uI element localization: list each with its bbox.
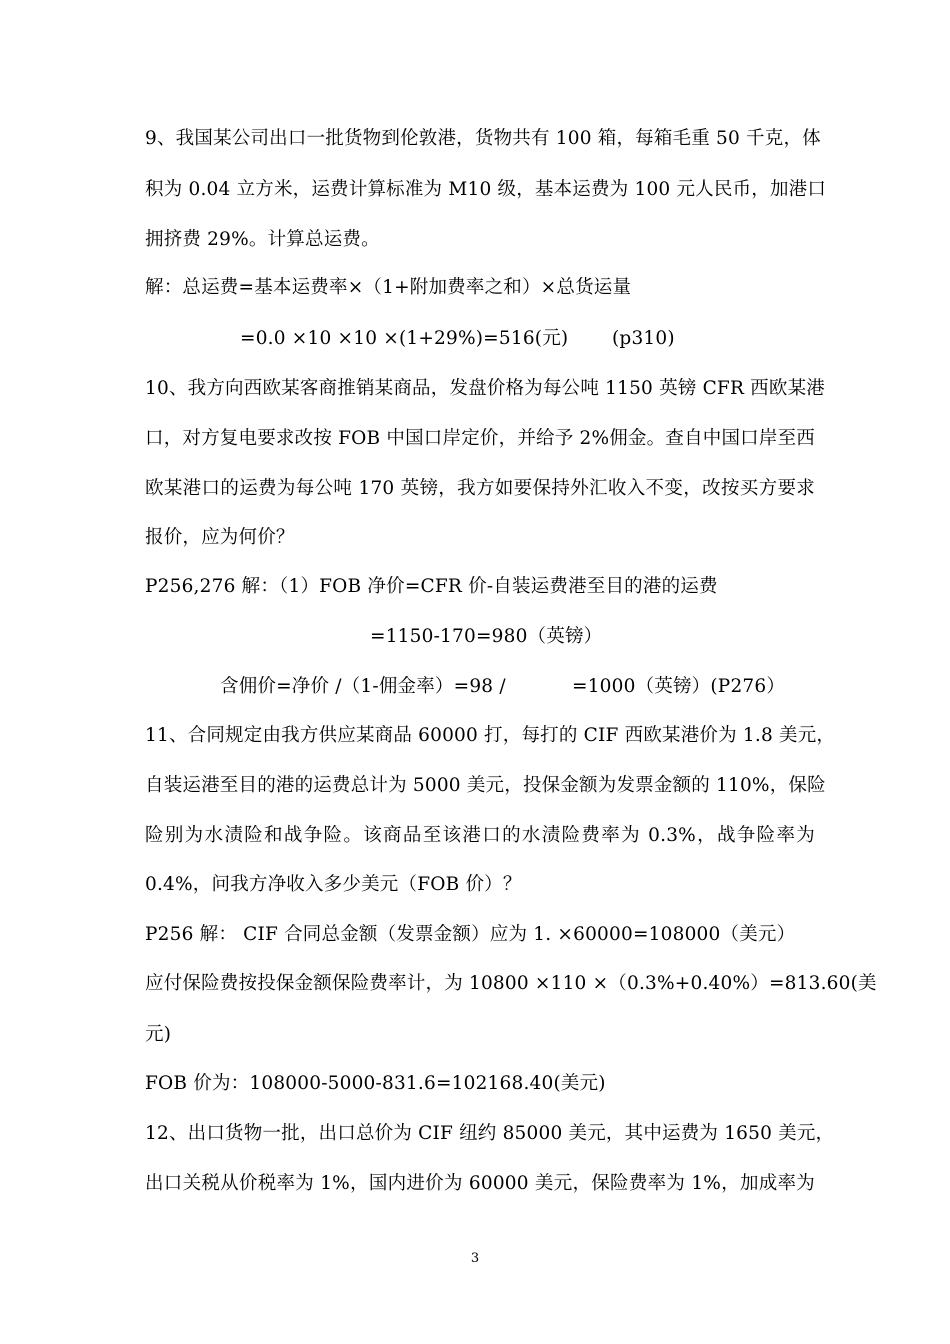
q10-line-4: 报价，应为何价？ bbox=[145, 527, 295, 548]
q12-line-1: 12、出口货物一批，出口总价为 CIF 纽约 85000 美元，其中运费为 1650 美元， bbox=[145, 1123, 835, 1144]
q9-solution-calc: =0.0 ×10 ×10 ×(1+29%)=516(元) bbox=[240, 328, 569, 349]
q11-line-1: 11、合同规定由我方供应某商品 60000 打，每打的 CIF 西欧某港价为 1.8 美元， bbox=[145, 725, 836, 746]
q10-solution-line-1: P256,276 解：（1）FOB 净价=CFR 价-自装运费港至目的港的运费 bbox=[145, 576, 718, 597]
q10-solution-line-3a: 含佣价=净价 /（1-佣金率）=98 / bbox=[220, 676, 506, 697]
q9-solution-formula: 解：总运费=基本运费率×（1+附加费率之和）×总货运量 bbox=[145, 277, 632, 298]
q11-solution-line-3: 元) bbox=[145, 1024, 172, 1045]
q11-line-2: 自装运港至目的港的运费总计为 5000 美元，投保金额为发票金额的 110%，保险 bbox=[145, 775, 826, 796]
q9-line-3: 拥挤费 29%。计算总运费。 bbox=[145, 229, 380, 250]
q9-line-1: 9、我国某公司出口一批货物到伦敦港，货物共有 100 箱，每箱毛重 50 千克，体 bbox=[145, 128, 821, 149]
q11-line-4: 0.4%，问我方净收入多少美元（FOB 价）？ bbox=[145, 874, 522, 895]
q11-solution-line-1: P256 解： CIF 合同总金额（发票金额）应为 1. ×60000=108000（美元） bbox=[145, 924, 796, 945]
q10-line-2: 口，对方复电要求改按 FOB 中国口岸定价，并给予 2%佣金。查自中国口岸至西 bbox=[145, 428, 815, 449]
q9-line-2: 积为 0.04 立方米，运费计算标准为 M10 级，基本运费为 100 元人民币，加港口 bbox=[145, 179, 827, 200]
q12-line-2: 出口关税从价税率为 1%，国内进价为 60000 美元，保险费率为 1%，加成率为 bbox=[145, 1173, 815, 1194]
q11-solution-line-2: 应付保险费按投保金额保险费率计，为 10800 ×110 ×（0.3%+0.40%）=813.60(美 bbox=[145, 973, 877, 994]
q11-line-3: 险别为水渍险和战争险。该商品至该港口的水渍险费率为 0.3%，战争险率为 bbox=[145, 825, 815, 846]
q10-line-3: 欧某港口的运费为每公吨 170 英镑，我方如要保持外汇收入不变，改按买方要求 bbox=[145, 478, 815, 499]
q10-line-1: 10、我方向西欧某客商推销某商品，发盘价格为每公吨 1150 英镑 CFR 西欧某港 bbox=[145, 378, 825, 399]
q10-solution-line-2: =1150-170=980（英镑） bbox=[370, 626, 603, 647]
q11-solution-line-4: FOB 价为：108000-5000-831.6=102168.40(美元) bbox=[145, 1073, 606, 1094]
q10-solution-line-3b: =1000（英镑）(P276） bbox=[572, 676, 786, 697]
q9-page-ref: (p310) bbox=[612, 328, 675, 349]
page-number: 3 bbox=[470, 1251, 480, 1266]
